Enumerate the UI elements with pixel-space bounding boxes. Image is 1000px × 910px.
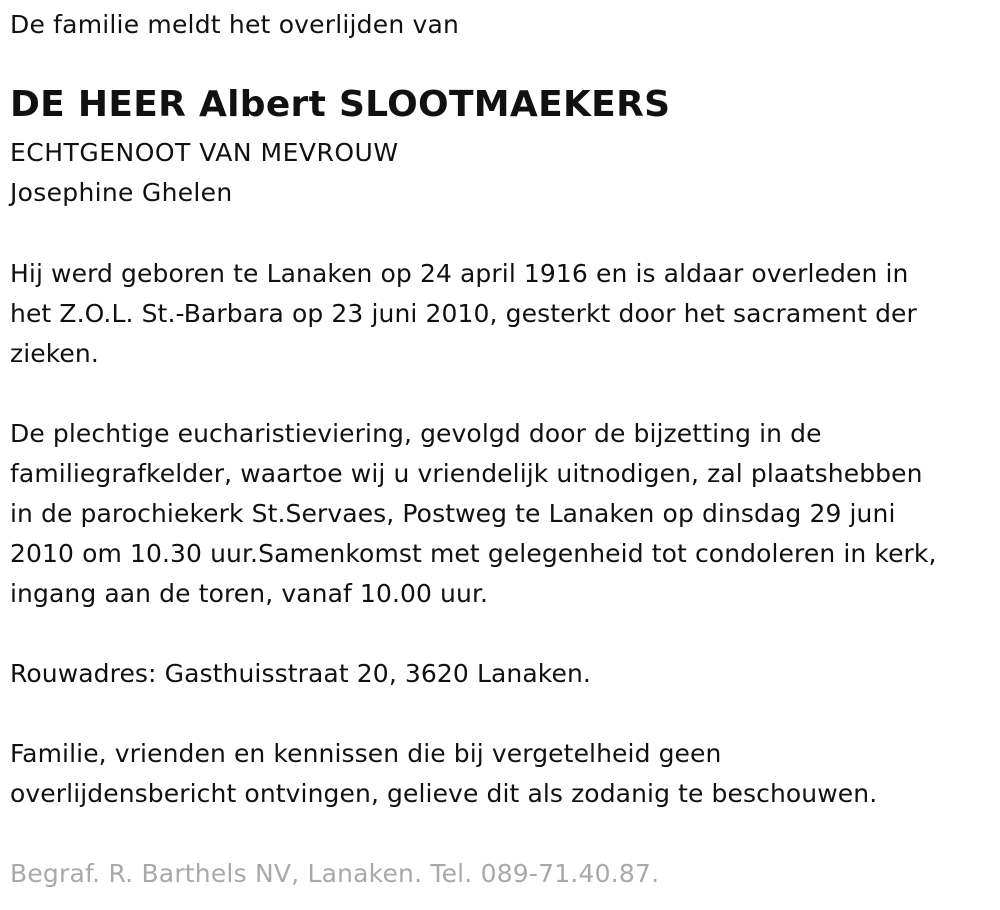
paragraph-line: Familie, vrienden en kennissen die bij vergetelheid geen [10,739,722,768]
service-paragraph [10,414,937,614]
deceased-name: DE HEER Albert SLOOTMAEKERS [10,84,671,125]
family-paragraph [10,734,877,814]
spouse-name: Josephine Ghelen [10,178,233,207]
paragraph-line: overlijdensbericht ontvingen, gelieve dit als zodanig te beschouwen. [10,779,878,808]
paragraph-line: in de parochiekerk St.Servaes, Postweg te Lanaken op dinsdag 29 juni [10,499,896,528]
paragraph-line: zieken. [10,339,99,368]
birth-paragraph [10,254,917,374]
paragraph-line: familiegrafkelder, waartoe wij u vriendelijk uitnodigen, zal plaatshebben [10,459,923,488]
paragraph-line: 2010 om 10.30 uur.Samenkomst met gelegenheid tot condoleren in kerk, [10,539,937,568]
notice-intro: De familie meldt het overlijden van [10,10,460,39]
paragraph-line: ingang aan de toren, vanaf 10.00 uur. [10,579,489,608]
paragraph-line: het Z.O.L. St.-Barbara op 23 juni 2010, gesterkt door het sacrament der [10,299,917,328]
paragraph-line: Hij werd geboren te Lanaken op 24 april 1916 en is aldaar overleden in [10,259,909,288]
spouse-label: ECHTGENOOT VAN MEVROUW [10,138,399,167]
mourning-address: Rouwadres: Gasthuisstraat 20, 3620 Lanaken. [10,659,591,688]
address-paragraph [10,654,591,694]
funeral-home-footer: Begraf. R. Barthels NV, Lanaken. Tel. 089-71.40.87. [10,859,660,888]
paragraph-line: De plechtige eucharistieviering, gevolgd door de bijzetting in de [10,419,822,448]
